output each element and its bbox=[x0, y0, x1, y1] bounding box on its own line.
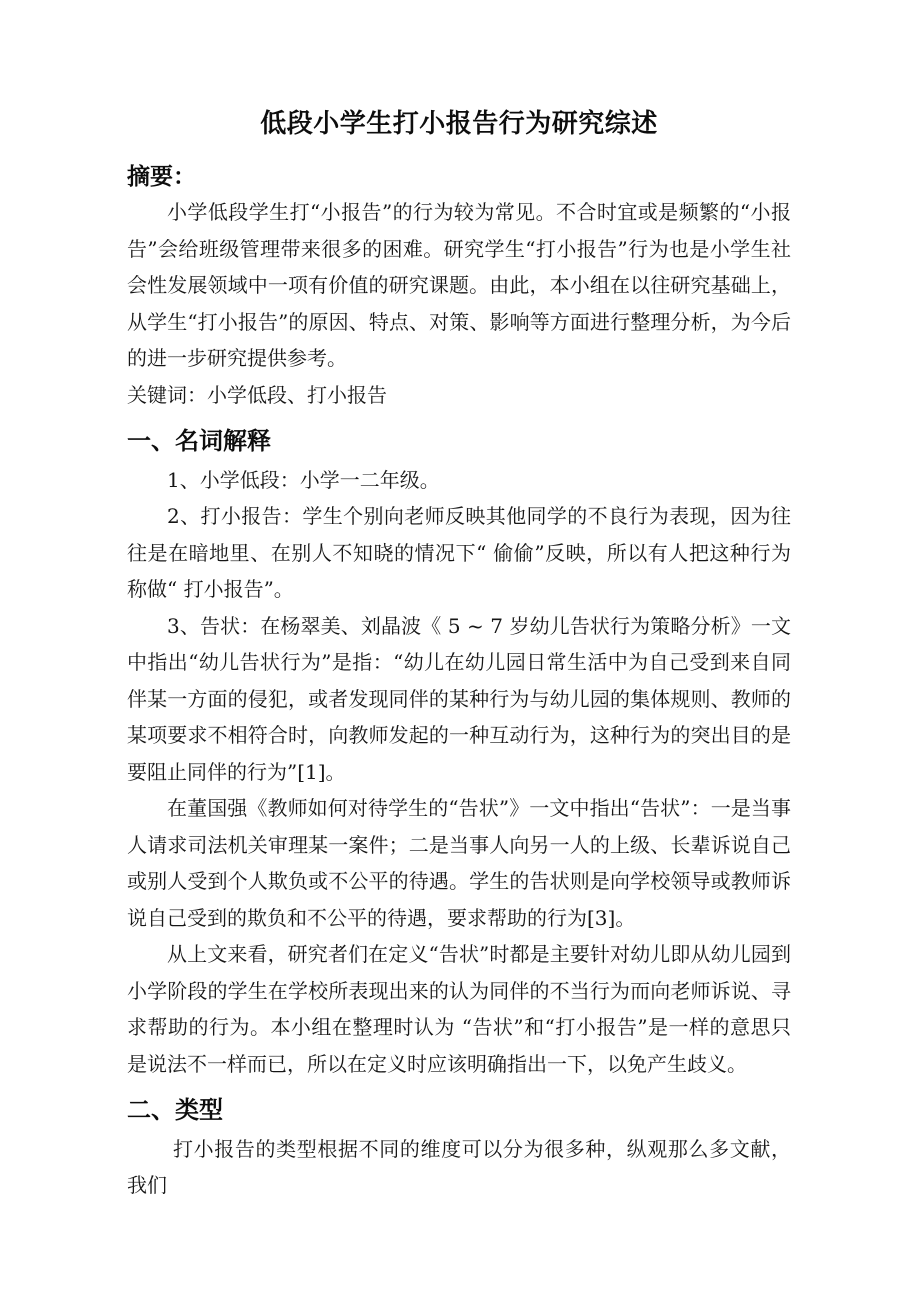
definition-item-1: 1、小学低段：小学一二年级。 bbox=[167, 467, 440, 492]
section-heading-2: 二、类型 bbox=[127, 1096, 223, 1125]
section-heading-1: 一、名词解释 bbox=[127, 427, 271, 456]
section-1-paragraph-2: 从上文来看，研究者们在定义“告状”时都是主要针对幼儿即从幼儿园到小学阶段的学生在学校所表现出来的认为同伴的不当行为而向老师诉说、寻求帮助的行为。本小组在整理时认为 “告状”和“打小报告”是一样的意思只是说法不一样而已，所以在定义时应该明确指出一下，以免产生歧义。 bbox=[127, 942, 791, 1076]
page-title: 低段小学生打小报告行为研究综述 bbox=[260, 109, 658, 139]
definition-item-2: 2、打小报告：学生个别向老师反映其他同学的不良行为表现，因为往往是在暗地里、在别人不知晓的情况下“ 偷偷”反映，所以有人把这种行为称做“ 打小报告”。 bbox=[127, 504, 791, 602]
section-1-paragraph-1: 在董国强《教师如何对待学生的“告状”》一文中指出“告状”：一是当事人请求司法机关审理某一案件；二是当事人向另一人的上级、长辈诉说自己或别人受到个人欺负或不公平的待遇。学生的告状则是向学校领导或教师诉说自己受到的欺负和不公平的待遇，要求帮助的行为[3]。 bbox=[127, 796, 791, 930]
abstract-heading: 摘要： bbox=[127, 163, 196, 190]
keywords-line: 关键词：小学低段、打小报告 bbox=[127, 382, 387, 407]
section-2-paragraph-1: 打小报告的类型根据不同的维度可以分为很多种，纵观那么多文献，我们 bbox=[127, 1136, 791, 1198]
definition-item-3: 3、告状：在杨翠美、刘晶波《 5 ~ 7 岁幼儿告状行为策略分析》一文中指出“幼儿告状行为”是指：“幼儿在幼儿园日常生活中为自己受到来自同伴某一方面的侵犯，或者发现同伴的某种行为与幼儿园的集体规则、教师的某项要求不相符合时，向教师发起的一种互动行为，这种行为的突出目的是要阻止同伴的行为”[1]。 bbox=[127, 613, 791, 784]
document-content bbox=[127, 0, 791, 1204]
abstract-body: 小学低段学生打“小报告”的行为较为常见。不合时宜或是频繁的“小报告”会给班级管理带来很多的困难。研究学生“打小报告”行为也是小学生社会性发展领域中一项有价值的研究课题。由此，本小组在以往研究基础上，从学生“打小报告”的原因、特点、对策、影响等方面进行整理分析，为今后的进一步研究提供参考。 bbox=[127, 200, 791, 371]
